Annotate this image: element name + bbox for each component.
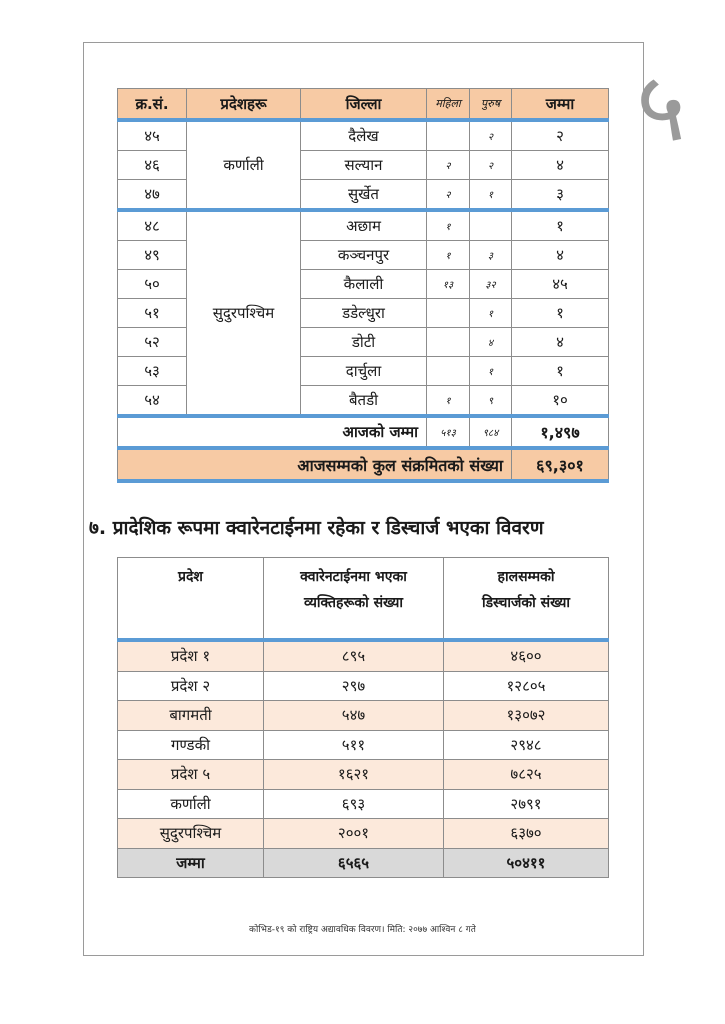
discharge-count-cell: ७८२५ bbox=[444, 760, 609, 790]
male-cell bbox=[470, 210, 512, 241]
quarantine-count-cell: ६९३ bbox=[264, 789, 444, 819]
total-cell: ४ bbox=[512, 151, 609, 180]
total-cell: १ bbox=[512, 210, 609, 241]
quarantine-count-cell: २९७ bbox=[264, 671, 444, 701]
discharge-count-cell: १३०७२ bbox=[444, 701, 609, 731]
province-cell: प्रदेश १ bbox=[118, 640, 264, 671]
serial-number-cell: ४६ bbox=[118, 151, 187, 180]
province-cell: सुदुरपश्चिम bbox=[187, 210, 301, 416]
header-total: जम्मा bbox=[512, 89, 609, 121]
table-row bbox=[118, 789, 609, 819]
province-cell: सुदुरपश्चिम bbox=[118, 819, 264, 849]
province-cell: प्रदेश ५ bbox=[118, 760, 264, 790]
table-row bbox=[118, 640, 609, 671]
discharge-count-cell: २७९१ bbox=[444, 789, 609, 819]
header-sn: क्र.सं. bbox=[118, 89, 187, 121]
serial-number-cell: ५२ bbox=[118, 328, 187, 357]
serial-number-cell: ४५ bbox=[118, 120, 187, 151]
total-cell: ३ bbox=[512, 180, 609, 211]
district-cell: कञ्चनपुर bbox=[301, 241, 427, 270]
serial-number-cell: ४७ bbox=[118, 180, 187, 211]
total-cell: १ bbox=[512, 299, 609, 328]
header-quarantine-line2: व्यक्तिहरूको संख्या bbox=[304, 595, 403, 611]
female-cell: २ bbox=[427, 151, 470, 180]
serial-number-cell: ५० bbox=[118, 270, 187, 299]
discharge-count-cell: १२८०५ bbox=[444, 671, 609, 701]
female-cell: २ bbox=[427, 180, 470, 211]
serial-number-cell: ५३ bbox=[118, 357, 187, 386]
quarantine-count-cell: ५११ bbox=[264, 730, 444, 760]
district-cell: डोटी bbox=[301, 328, 427, 357]
header-quarantine-line1: क्वारेनटाईनमा भएका bbox=[300, 569, 407, 585]
female-cell: १ bbox=[427, 241, 470, 270]
header-province: प्रदेशहरू bbox=[187, 89, 301, 121]
female-cell bbox=[427, 120, 470, 151]
today-female-total: ५१३ bbox=[427, 416, 470, 448]
today-grand-total: १,४९७ bbox=[512, 416, 609, 448]
today-total-label: आजको जम्मा bbox=[118, 416, 427, 448]
quarantine-count-cell: १६२१ bbox=[264, 760, 444, 790]
total-row bbox=[118, 848, 609, 878]
district-cell: डडेल्धुरा bbox=[301, 299, 427, 328]
table-row bbox=[118, 730, 609, 760]
district-cell: अछाम bbox=[301, 210, 427, 241]
total-cell: ४ bbox=[512, 328, 609, 357]
male-cell: २ bbox=[470, 151, 512, 180]
male-cell: ३ bbox=[470, 241, 512, 270]
table-row bbox=[118, 760, 609, 790]
district-cell: बैतडी bbox=[301, 386, 427, 417]
male-cell: ९ bbox=[470, 386, 512, 417]
district-cell: सल्यान bbox=[301, 151, 427, 180]
header-discharge bbox=[444, 558, 609, 641]
province-cell: बागमती bbox=[118, 701, 264, 731]
table-row bbox=[118, 210, 609, 241]
serial-number-cell: ४९ bbox=[118, 241, 187, 270]
page-footer: कोभिड-१९ को राष्ट्रिय अद्यावधिक विवरण। मिति: २०७७ आश्विन ८ गते bbox=[249, 925, 476, 935]
province-cell: कर्णाली bbox=[118, 789, 264, 819]
district-cell: दार्चुला bbox=[301, 357, 427, 386]
district-cell: सुर्खेत bbox=[301, 180, 427, 211]
header-discharge-line1: हालसम्मको bbox=[497, 569, 555, 585]
page-number: ५ bbox=[636, 51, 686, 163]
province-cell: प्रदेश २ bbox=[118, 671, 264, 701]
cumulative-total-row bbox=[118, 448, 609, 481]
district-cell: दैलेख bbox=[301, 120, 427, 151]
discharge-count-cell: २९४८ bbox=[444, 730, 609, 760]
female-cell: १ bbox=[427, 210, 470, 241]
total-label: जम्मा bbox=[118, 848, 264, 878]
male-cell: ३२ bbox=[470, 270, 512, 299]
male-cell: १ bbox=[470, 180, 512, 211]
today-male-total: ९८४ bbox=[470, 416, 512, 448]
total-cell: १ bbox=[512, 357, 609, 386]
total-quarantine: ६५६५ bbox=[264, 848, 444, 878]
total-cell: ४५ bbox=[512, 270, 609, 299]
serial-number-cell: ५१ bbox=[118, 299, 187, 328]
total-discharge: ५०४११ bbox=[444, 848, 609, 878]
total-cell: २ bbox=[512, 120, 609, 151]
discharge-count-cell: ४६०० bbox=[444, 640, 609, 671]
table-header-row bbox=[118, 89, 609, 121]
cumulative-total-value: ६९,३०१ bbox=[512, 448, 609, 481]
header-province bbox=[118, 558, 264, 641]
header-female: महिला bbox=[427, 89, 470, 121]
table-row bbox=[118, 120, 609, 151]
female-cell bbox=[427, 357, 470, 386]
district-cell: कैलाली bbox=[301, 270, 427, 299]
header-male: पुरुष bbox=[470, 89, 512, 121]
serial-number-cell: ५४ bbox=[118, 386, 187, 417]
table-row bbox=[118, 671, 609, 701]
male-cell: १ bbox=[470, 357, 512, 386]
total-cell: ४ bbox=[512, 241, 609, 270]
today-total-row bbox=[118, 416, 609, 448]
table-row bbox=[118, 819, 609, 849]
header-discharge-line2: डिस्चार्जको संख्या bbox=[481, 595, 571, 611]
total-cell: १० bbox=[512, 386, 609, 417]
section-heading: ७. प्रादेशिक रूपमा क्वारेनटाईनमा रहेका र डिस्चार्ज भएका विवरण bbox=[89, 517, 544, 539]
male-cell: ४ bbox=[470, 328, 512, 357]
header-quarantine bbox=[264, 558, 444, 641]
female-cell bbox=[427, 299, 470, 328]
female-cell bbox=[427, 328, 470, 357]
female-cell: १ bbox=[427, 386, 470, 417]
quarantine-count-cell: ८९५ bbox=[264, 640, 444, 671]
province-cell: गण्डकी bbox=[118, 730, 264, 760]
quarantine-count-cell: २००१ bbox=[264, 819, 444, 849]
table-header-row bbox=[118, 558, 609, 641]
table-row bbox=[118, 701, 609, 731]
header-district: जिल्ला bbox=[301, 89, 427, 121]
district-cases-table bbox=[117, 88, 609, 483]
female-cell: १३ bbox=[427, 270, 470, 299]
quarantine-count-cell: ५४७ bbox=[264, 701, 444, 731]
male-cell: १ bbox=[470, 299, 512, 328]
province-cell: कर्णाली bbox=[187, 120, 301, 210]
serial-number-cell: ४८ bbox=[118, 210, 187, 241]
quarantine-discharge-table bbox=[117, 557, 609, 878]
header-province-label: प्रदेश bbox=[178, 569, 203, 585]
male-cell: २ bbox=[470, 120, 512, 151]
discharge-count-cell: ६३७० bbox=[444, 819, 609, 849]
cumulative-total-label: आजसम्मको कुल संक्रमितको संख्या bbox=[118, 448, 512, 481]
